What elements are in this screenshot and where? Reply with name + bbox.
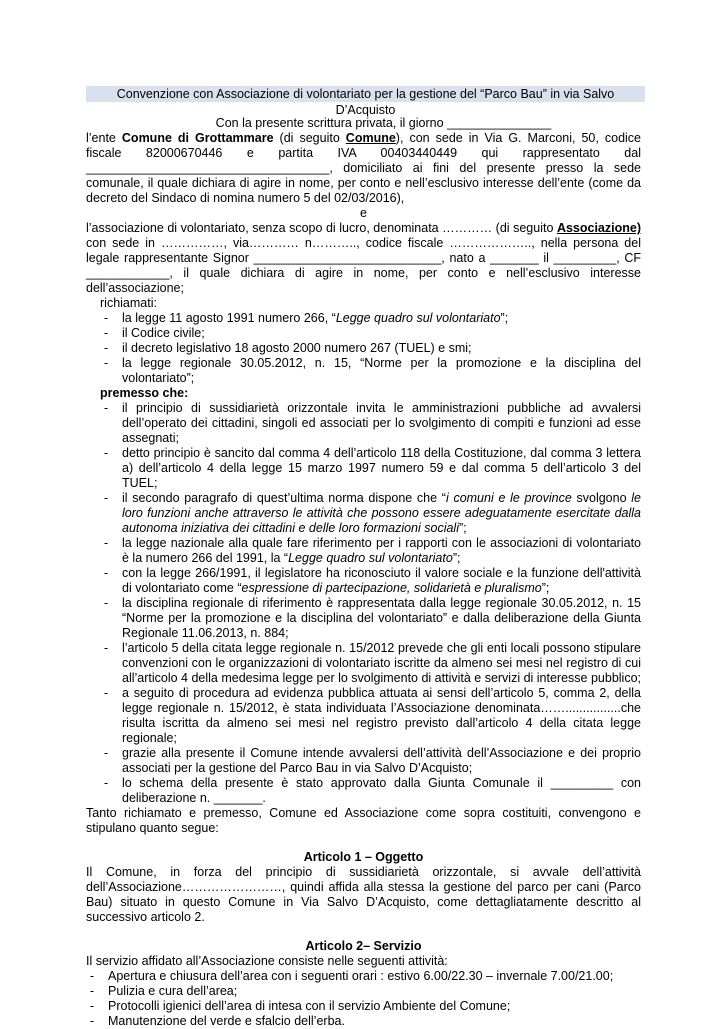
ente-name: Comune di Grottammare	[121, 131, 274, 145]
ente-paragraph: l’ente Comune di Grottammare (di seguito Comune), con sede in Via G. Marconi, 50, codice fiscale 82000670446 e partita IVA 00403440449 qui rappresentato dal ___________________________________, domiciliato ai fini del presente presso la sede comunale, il quale dichiara di agire in nome, per conto e nell’esclusivo interesse dell’ente (come da decreto del Sindaco di nomina numero 5 del 02/03/2016),	[86, 131, 642, 205]
richiamati-list	[86, 311, 641, 386]
premesso-label: premesso che:	[100, 386, 189, 400]
list-item: - grazie alla presente il Comune intende avvalersi dell’attività dell’Associazione e dei proprio associati per la gestione del Parco Bau in via Salvo D’Acquisto;	[100, 746, 641, 776]
list-item: - Apertura e chiusura dell’area con i seguenti orari : estivo 6.00/22.30 – invernale 7.00/21.00;	[86, 969, 641, 984]
intro-line: Con la presente scrittura privata, il giorno _______________	[215, 116, 552, 130]
article-2-title: Articolo 2– Servizio	[305, 939, 422, 953]
article-1-text: Il Comune, in forza del principio di sussidiarietà orizzontale, si avvale dell’attività dell’Associazione……………………, quindi affida alla stessa la gestione del parco per cani (Parco Bau) situato in questo Comune in Via Salvo D’Acquisto, come dettagliatamente descritto al successivo articolo 2.	[86, 865, 641, 924]
list-item: - Protocolli igienici dell’area di intesa con il servizio Ambiente del Comune;	[86, 999, 641, 1014]
richiamati-label: richiamati:	[100, 296, 157, 310]
list-item: - l’articolo 5 della citata legge regionale n. 15/2012 prevede che gli enti locali possono stipulare convenzioni con le organizzazioni di volontariato iscritte da almeno sei mesi nel registro di cui all’articolo 4 della medesima legge per lo svolgimento di attività e servizi di interesse pubblico;	[100, 641, 641, 686]
article-1-title: Articolo 1 – Oggetto	[303, 850, 424, 864]
list-item: - la legge 11 agosto 1991 numero 266, “Legge quadro sul volontariato”;	[100, 311, 641, 326]
list-item: - la legge nazionale alla quale fare riferimento per i rapporti con le associazioni di volontariato è la numero 266 del 1991, la “Legge quadro sul volontariato”;	[100, 536, 641, 566]
list-item: - il decreto legislativo 18 agosto 2000 numero 267 (TUEL) e smi;	[100, 341, 641, 356]
list-item: - con la legge 266/1991, il legislatore ha riconosciuto il valore sociale e la funzione dell'attività di volontariato come “espressione di partecipazione, solidarietà e pluralismo”;	[100, 566, 641, 596]
list-item: - Manutenzione del verde e sfalcio dell’erba.	[86, 1014, 641, 1029]
document-title: Convenzione con Associazione di volontariato per la gestione del “Parco Bau” in via Salvo D’Acquisto	[86, 86, 645, 102]
list-item: - la disciplina regionale di riferimento è rappresentata dalla legge regionale 30.05.2012, n. 15 “Norme per la promozione e la disciplina del volontariato” e dalla deliberazione della Giunta Regionale 11.06.2013, n. 884;	[100, 596, 641, 641]
list-item: - il secondo paragrafo di quest’ultima norma dispone che “i comuni e le province svolgono le loro funzioni anche attraverso le attività che possono essere adeguatamente esercitate dalla autonoma iniziativa dei cittadini e delle loro formazioni sociali”;	[100, 491, 641, 536]
list-item: - il Codice civile;	[100, 326, 641, 341]
article-2-text: Il servizio affidato all’Associazione consiste nelle seguenti attività:	[86, 954, 448, 968]
list-item: - detto principio è sancito dal comma 4 dell’articolo 118 della Costituzione, dal comma 3 lettera a) dell’articolo 4 della legge 15 marzo 1997 numero 59 e dal comma 5 dell’articolo 3 del TUEL;	[100, 446, 641, 491]
associazione-short: Associazione)	[556, 221, 641, 235]
premesso-list	[86, 401, 641, 806]
list-item: - la legge regionale 30.05.2012, n. 15, “Norme per la promozione e la disciplina del volontariato”;	[100, 356, 641, 386]
tanto-paragraph: Tanto richiamato e premesso, Comune ed Associazione come sopra costituiti, convengono e stipulano quanto segue:	[86, 806, 641, 835]
conjunction-e: e	[360, 206, 367, 220]
article-2-list	[86, 969, 641, 1029]
list-item: - Pulizia e cura dell’area;	[86, 984, 641, 999]
ente-short: Comune	[345, 131, 396, 145]
list-item: - a seguito di procedura ad evidenza pubblica attuata ai sensi dell’articolo 5, comma 2, della legge regionale n. 15/2012, è stata individuata l’Associazione denominata……................che risulta iscritta da almeno sei mesi nel registro previsto dall’articolo 4 della citata legge regionale;	[100, 686, 641, 746]
list-item: - lo schema della presente è stato approvato dalla Giunta Comunale il _________ con deliberazione n. _______.	[100, 776, 641, 806]
list-item: - il principio di sussidiarietà orizzontale invita le amministrazioni pubbliche ad avvalersi dell’operato dei cittadini, singoli ed associati per lo svolgimento di compiti e funzioni ad esse assegnati;	[100, 401, 641, 446]
associazione-paragraph: l’associazione di volontariato, senza scopo di lucro, denominata ………… (di seguito Associazione) con sede in ……………, via………… n……….., codice fiscale ……………….., nella persona del legale rappresentante Signor ___________________________, nato a _______ il _________, CF ____________, il quale dichiara di agire in nome, per conto e nell’esclusivo interesse dell’associazione;	[86, 221, 641, 295]
